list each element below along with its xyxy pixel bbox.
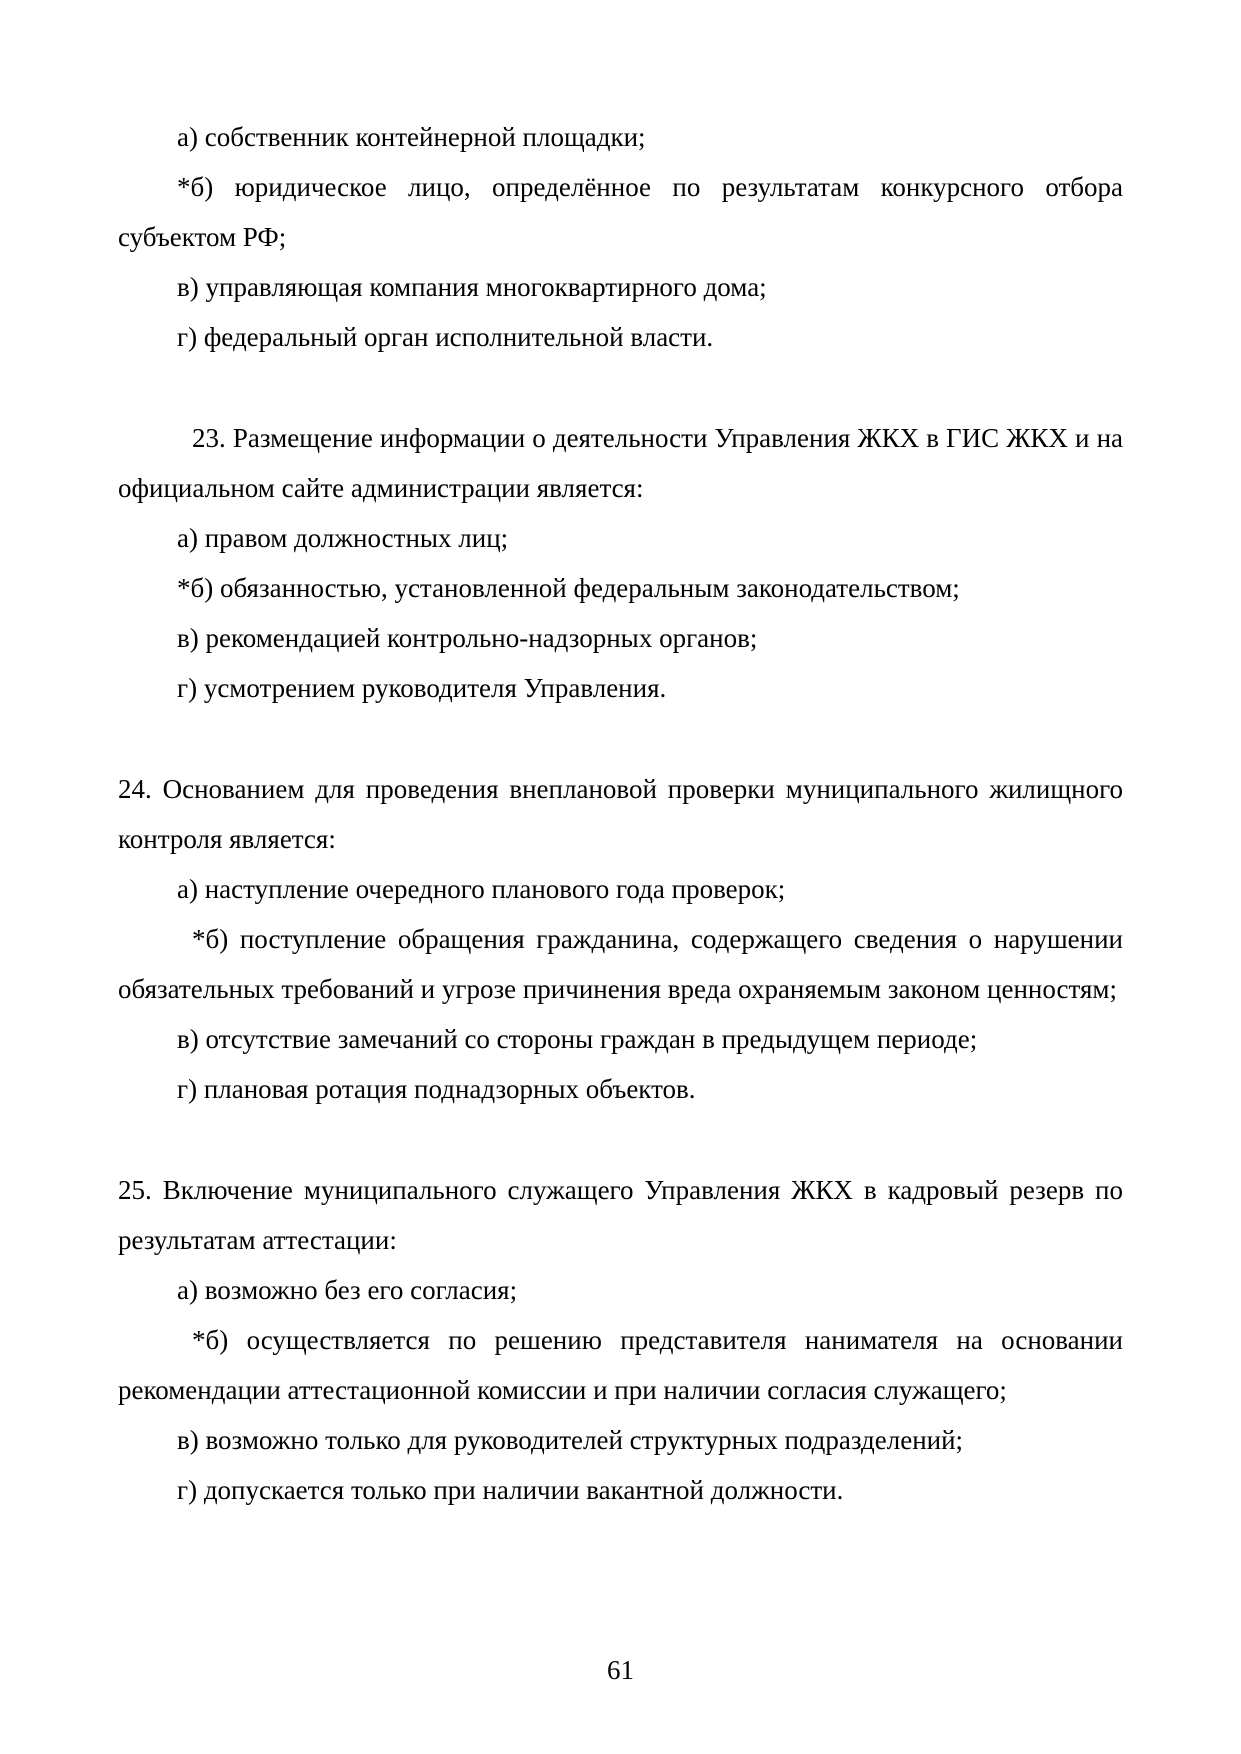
q23-answer-b: *б) обязанностью, установленной федеральным законодательством; bbox=[177, 573, 960, 603]
q25-answer-c: в) возможно только для руководителей структурных подразделений; bbox=[177, 1425, 964, 1455]
q23-answer-c: в) рекомендацией контрольно-надзорных органов; bbox=[177, 623, 758, 653]
q22-answer-a: а) собственник контейнерной площадки; bbox=[177, 122, 646, 152]
q23-answer-d: г) усмотрением руководителя Управления. bbox=[177, 673, 667, 703]
q25-answer-b: *б) осуществляется по решению представителя нанимателя на основании рекомендации аттестационной комиссии и при наличии согласия служащего; bbox=[118, 1325, 1123, 1405]
q24-text: 24. Основанием для проведения внеплановой проверки муниципального жилищного контроля является: bbox=[118, 774, 1123, 854]
q24-answer-c: в) отсутствие замечаний со стороны граждан в предыдущем периоде; bbox=[177, 1024, 978, 1054]
spacer bbox=[118, 362, 1123, 413]
q22-answer-d: г) федеральный орган исполнительной власти. bbox=[177, 322, 714, 352]
q22-answer-b: *б) юридическое лицо, определённое по результатам конкурсного отбора субъектом РФ; bbox=[118, 172, 1123, 252]
q23-text: 23. Размещение информации о деятельности Управления ЖКХ в ГИС ЖКХ и на официальном сайте администрации является: bbox=[118, 423, 1123, 503]
q22-answer-c: в) управляющая компания многоквартирного дома; bbox=[177, 272, 767, 302]
spacer bbox=[118, 713, 1123, 764]
q24-answer-d: г) плановая ротация поднадзорных объектов. bbox=[177, 1074, 696, 1104]
page-content bbox=[118, 112, 1123, 1515]
q25-text: 25. Включение муниципального служащего Управления ЖКХ в кадровый резерв по результатам аттестации: bbox=[118, 1175, 1123, 1255]
q25-answer-d: г) допускается только при наличии вакантной должности. bbox=[177, 1475, 844, 1505]
spacer bbox=[118, 1114, 1123, 1165]
page-number: 61 bbox=[607, 1655, 634, 1685]
q24-answer-b: *б) поступление обращения гражданина, содержащего сведения о нарушении обязательных требований и угрозе причинения вреда охраняемым законом ценностям; bbox=[118, 924, 1123, 1004]
q23-answer-a: а) правом должностных лиц; bbox=[177, 523, 509, 553]
q25-answer-a: а) возможно без его согласия; bbox=[177, 1275, 518, 1305]
q24-answer-a: а) наступление очередного планового года проверок; bbox=[177, 874, 786, 904]
